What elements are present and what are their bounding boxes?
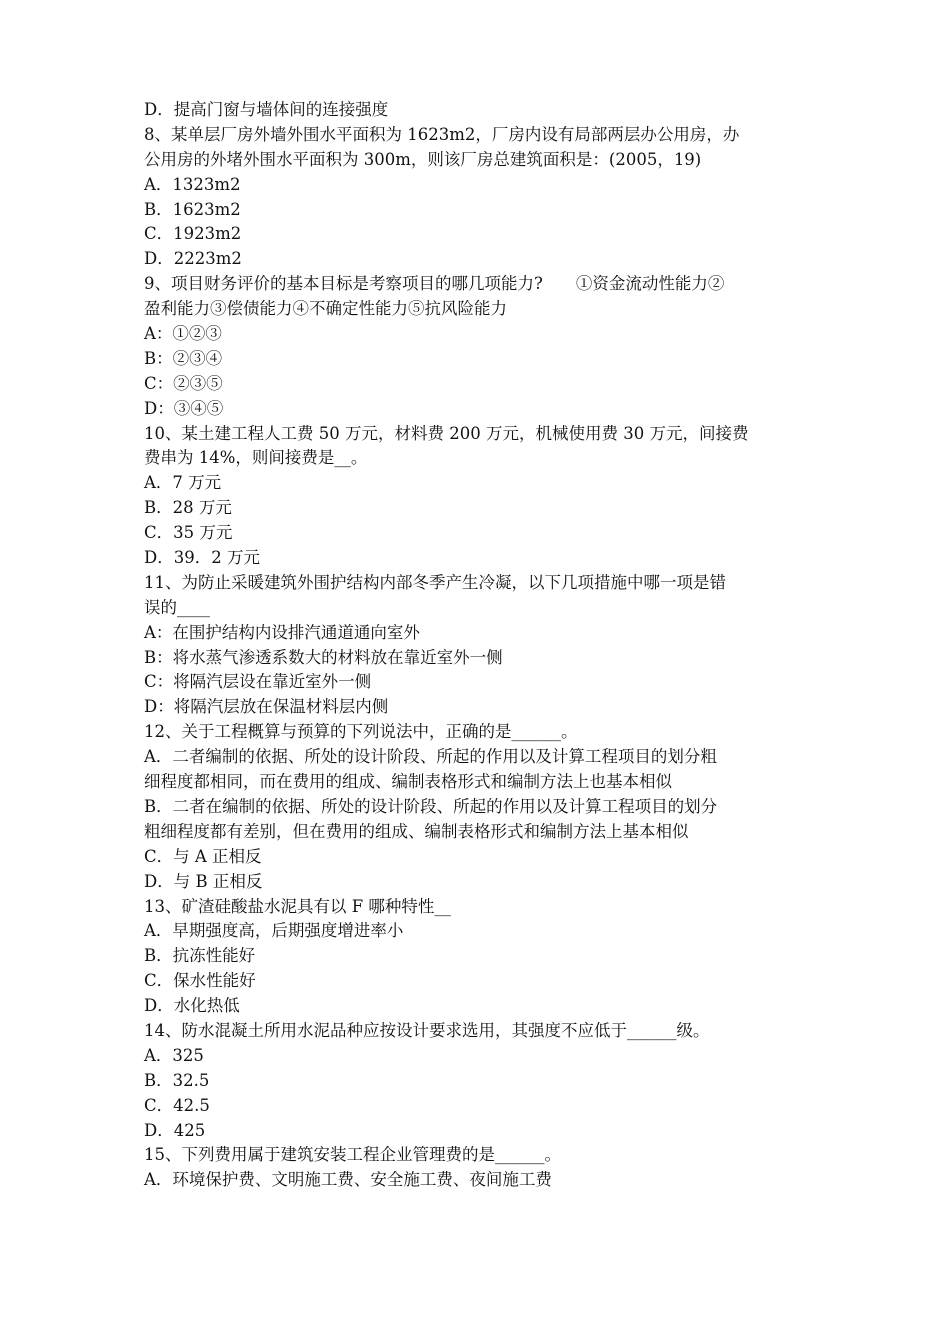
question-line: 10、某土建工程人工费 50 万元，材料费 200 万元，机械使用费 30 万元，间接费	[144, 423, 749, 443]
option-line: B．1623m2	[144, 199, 241, 219]
option-line: A：①②③	[144, 324, 222, 344]
document-page	[144, 98, 812, 1193]
question-line: 8、某单层厂房外墙外围水平面积为 1623m2，厂房内设有局部两层办公用房，办	[144, 124, 740, 144]
option-line: 细程度都相同，而在费用的组成、编制表格形式和编制方法上也基本相似	[144, 772, 672, 792]
option-line: B．二者在编制的依据、所处的设计阶段、所起的作用以及计算工程项目的划分	[144, 796, 718, 816]
option-line: A．325	[144, 1045, 204, 1065]
option-line: A．环境保护费、文明施工费、安全施工费、夜间施工费	[144, 1170, 552, 1190]
question-line: 费串为 14%，则间接费是__。	[144, 448, 368, 468]
option-line: D．提高门窗与墙体间的连接强度	[144, 100, 389, 119]
option-line: B：将水蒸气渗透系数大的材料放在靠近室外一侧	[144, 647, 503, 667]
question-line: 14、防水混凝土所用水泥品种应按设计要求选用，其强度不应低于______级。	[144, 1020, 710, 1040]
option-line: D．与 B 正相反	[144, 871, 263, 891]
option-line: D：③④⑤	[144, 398, 224, 418]
option-line: B．28 万元	[144, 498, 232, 518]
option-line: C．保水性能好	[144, 971, 256, 991]
question-line: 公用房的外堵外围水平面积为 300m，则该厂房总建筑面积是：(2005，19)	[144, 149, 702, 169]
option-line: C：②③⑤	[144, 373, 223, 393]
option-line: A．1323m2	[144, 174, 241, 194]
question-line: 12、关于工程概算与预算的下列说法中，正确的是______。	[144, 722, 578, 742]
option-line: D．2223m2	[144, 249, 242, 269]
option-line: B：②③④	[144, 348, 223, 368]
option-line: D．425	[144, 1120, 206, 1140]
option-line: D．39．2 万元	[144, 548, 260, 568]
question-line: 9、项目财务评价的基本目标是考察项目的哪几项能力? ①资金流动性能力②	[144, 274, 725, 294]
option-line: 粗细程度都有差别，但在费用的组成、编制表格形式和编制方法上基本相似	[144, 821, 689, 841]
option-line: A．7 万元	[144, 473, 222, 493]
option-line: C：将隔汽层设在靠近室外一侧	[144, 672, 372, 692]
option-line: C．与 A 正相反	[144, 846, 262, 866]
option-line: C．1923m2	[144, 224, 242, 244]
question-line: 11、为防止采暖建筑外围护结构内部冬季产生冷凝，以下几项措施中哪一项是错	[144, 572, 726, 592]
option-line: B．32.5	[144, 1070, 210, 1090]
question-line: 误的____	[144, 597, 210, 617]
option-line: C．42.5	[144, 1095, 210, 1115]
question-line: 13、矿渣硅酸盐水泥具有以 F 哪种特性__	[144, 896, 451, 916]
option-line: B．抗冻性能好	[144, 946, 256, 966]
option-line: C．35 万元	[144, 523, 233, 543]
question-line: 15、下列费用属于建筑安装工程企业管理费的是______。	[144, 1145, 561, 1165]
option-line: D．水化热低	[144, 996, 240, 1016]
option-line: A．二者编制的依据、所处的设计阶段、所起的作用以及计算工程项目的划分粗	[144, 747, 717, 767]
option-line: A．早期强度高，后期强度增进率小	[144, 921, 404, 941]
question-line: 盈利能力③偿债能力④不确定性能力⑤抗风险能力	[144, 299, 507, 319]
option-line: A：在围护结构内设排汽通道通向室外	[144, 622, 420, 642]
option-line: D：将隔汽层放在保温材料层内侧	[144, 697, 389, 717]
